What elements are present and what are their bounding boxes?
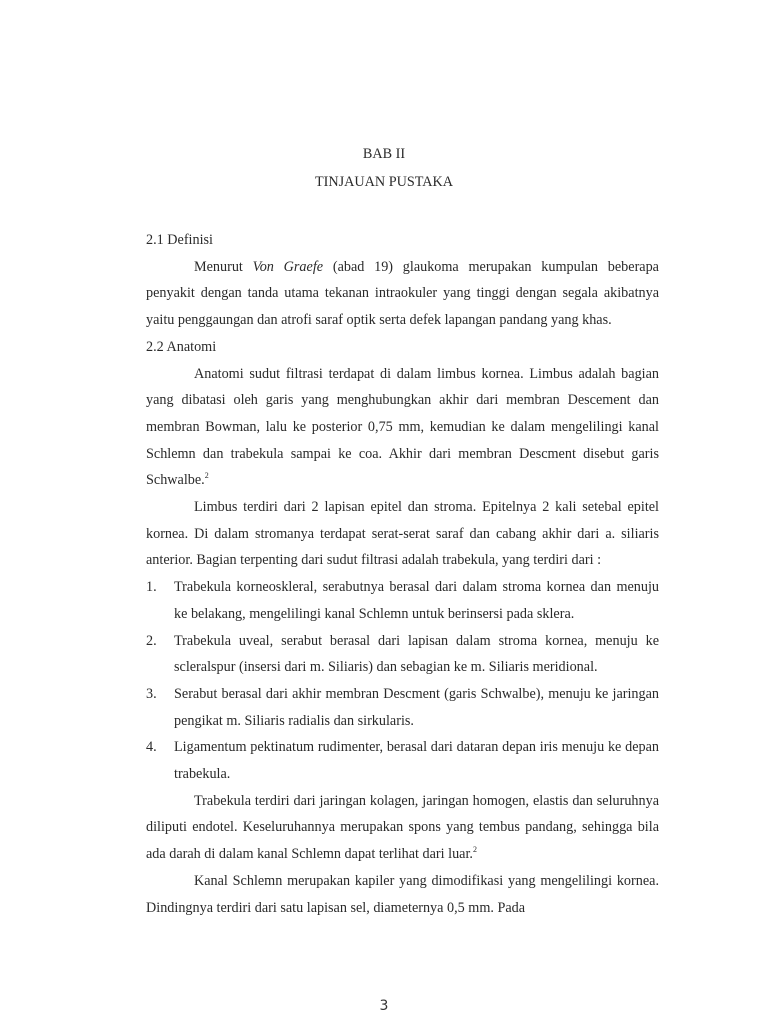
section-heading-anatomi: 2.2 Anatomi bbox=[146, 338, 217, 355]
list-item-text: Serabut berasal dari akhir membran Descment (garis Schwalbe), menuju ke jaringan pengikat m. Siliaris radialis dan sirkularis. bbox=[174, 685, 659, 729]
page-number: 3 bbox=[379, 998, 389, 1014]
list-number: 2. bbox=[146, 632, 157, 649]
paragraph-text: (abad 19) glaukoma merupakan kumpulan beberapa penyakit dengan tanda utama tekanan intraokuler yang tinggi dengan segala akibatnya yaitu penggaungan dan atrofi saraf optik serta defek lapangan pandang yang khas. bbox=[146, 258, 659, 329]
paragraph-anatomi-1 bbox=[146, 361, 659, 495]
document-body bbox=[146, 227, 659, 921]
reference-superscript: 2 bbox=[472, 845, 477, 855]
chapter-title: TINJAUAN PUSTAKA bbox=[315, 174, 453, 190]
paragraph-text: Trabekula terdiri dari jaringan kolagen, jaringan homogen, elastis dan seluruhnya diliputi endotel. Keseluruhannya merupakan spons yang tembus pandang, sehingga bila ada darah di dalam kanal Schlemn dapat terlihat dari luar. bbox=[146, 792, 659, 863]
paragraph-anatomi-2: Limbus terdiri dari 2 lapisan epitel dan stroma. Epitelnya 2 kali setebal epitel kornea. Di dalam stromanya terdapat serat-serat saraf dan cabang akhir dari a. siliaris anterior. Bagian terpenting dari sudut filtrasi adalah trabekula, yang terdiri dari : bbox=[146, 499, 659, 569]
list-number: 3. bbox=[146, 685, 157, 702]
paragraph-anatomi-4: Kanal Schlemn merupakan kapiler yang dimodifikasi yang mengelilingi kornea. Dindingnya terdiri dari satu lapisan sel, diameternya 0,5 mm. Pada bbox=[146, 872, 659, 916]
reference-superscript: 2 bbox=[204, 471, 209, 481]
paragraph-definisi bbox=[146, 254, 659, 334]
list-item bbox=[146, 628, 659, 681]
emphasized-name: Von Graefe bbox=[252, 258, 324, 275]
trabekula-list bbox=[146, 574, 659, 788]
list-item bbox=[146, 681, 659, 734]
list-number: 1. bbox=[146, 579, 157, 596]
section-heading-definisi: 2.1 Definisi bbox=[146, 232, 213, 248]
list-number: 4. bbox=[146, 739, 157, 756]
list-item-text: Trabekula korneoskleral, serabutnya berasal dari dalam stroma kornea dan menuju ke belakang, mengelilingi kanal Schlemn untuk berinsersi pada sklera. bbox=[174, 579, 659, 622]
paragraph-text: Anatomi sudut filtrasi terdapat di dalam limbus kornea. Limbus adalah bagian yang dibatasi oleh garis yang menghubungkan akhir dari membran Descement dan membran Bowman, lalu ke posterior 0,75 mm, kemudian ke dalam mengelilingi kanal Schlemn dan trabekula sampai ke coa. Akhir dari membran Descment disebut garis Schwalbe. bbox=[146, 365, 659, 489]
list-item bbox=[146, 574, 659, 627]
paragraph-text: Menurut bbox=[194, 258, 253, 275]
list-item-text: Trabekula uveal, serabut berasal dari lapisan dalam stroma kornea, menuju ke scleralspur (insersi dari m. Siliaris) dan sebagian ke m. Siliaris meridional. bbox=[174, 632, 659, 676]
chapter-label: BAB II bbox=[362, 146, 406, 162]
paragraph-anatomi-3 bbox=[146, 788, 659, 868]
list-item-text: Ligamentum pektinatum rudimenter, berasal dari dataran depan iris menuju ke depan trabekula. bbox=[174, 739, 659, 783]
list-item bbox=[146, 734, 659, 787]
